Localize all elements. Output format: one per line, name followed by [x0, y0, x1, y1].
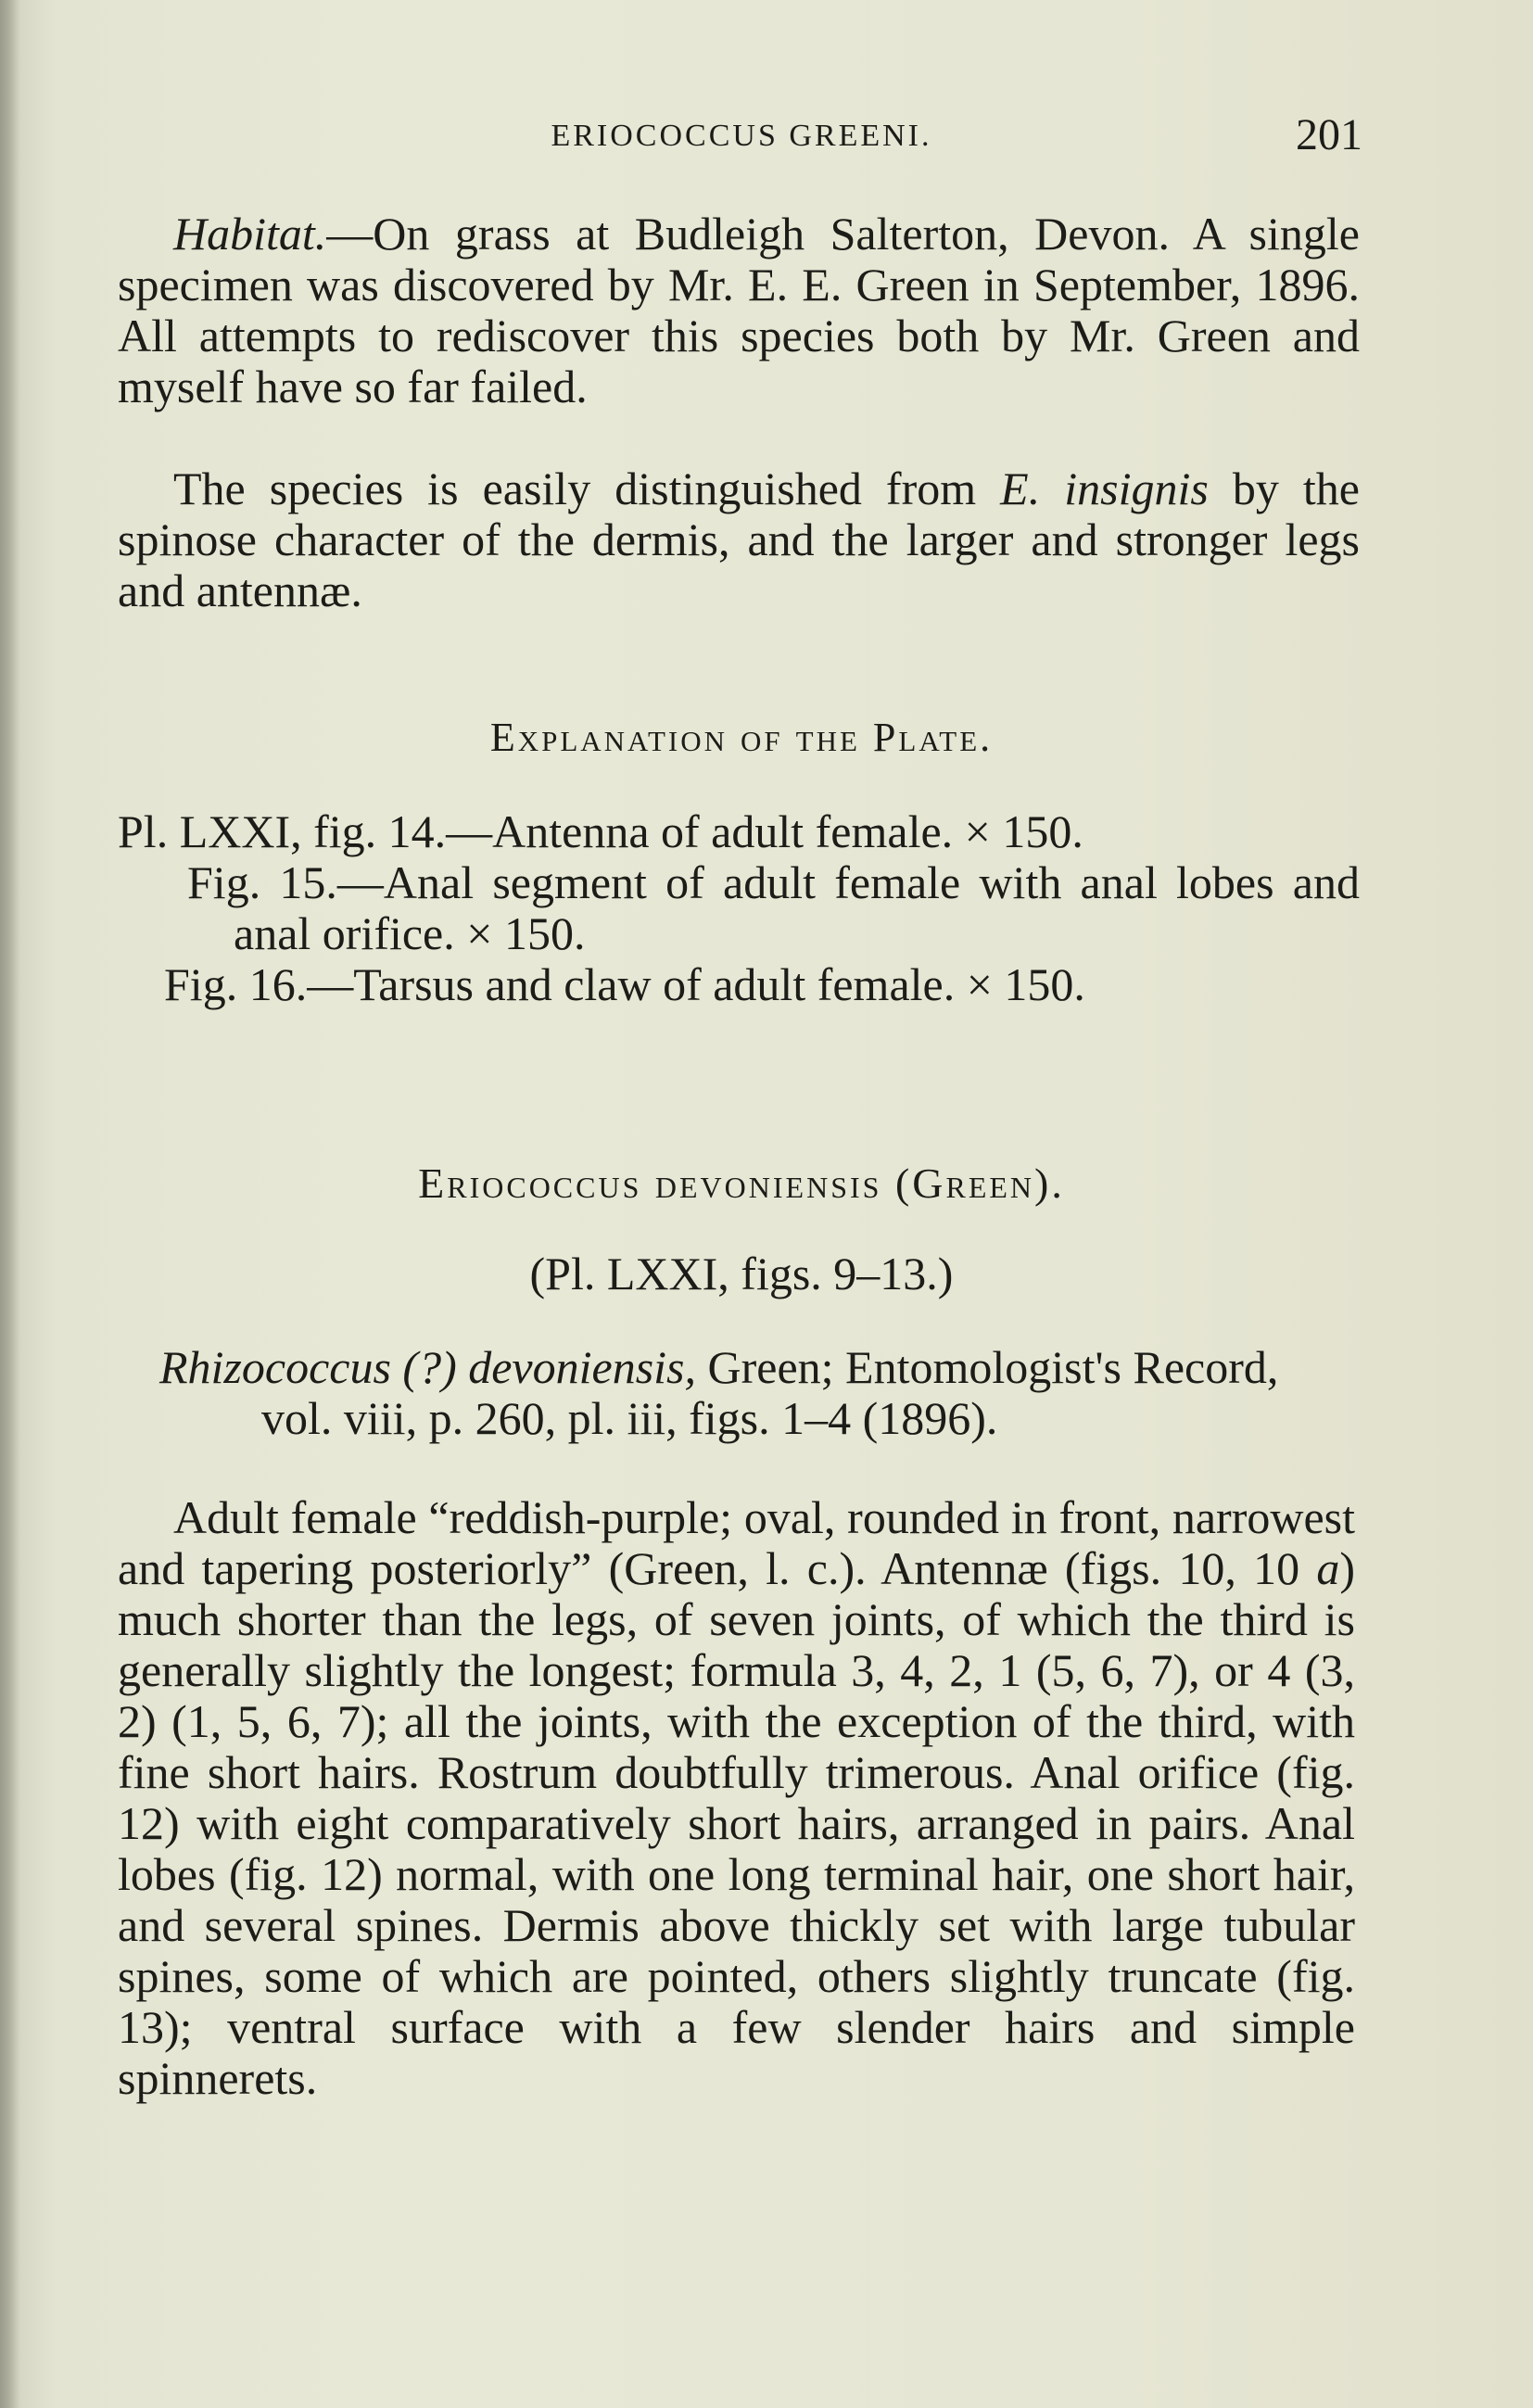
plate-explanation-heading: Explanation of the Plate.: [489, 715, 994, 760]
running-title: ERIOCOCCUS GREENI.: [551, 119, 932, 153]
habitat-text: —On grass at Budleigh Salterton, Devon. A single specimen was discovered by Mr. E. E. Green in September, 1896. All attempts to rediscover this species both by Mr. Green and myself have so far failed.: [118, 208, 1360, 412]
distinction-before: The species is easily distinguished from: [173, 463, 1001, 514]
description-text-1: Adult female “reddish-purple; oval, rounded in front, narrowest and tapering posteriorly” (Green, l. c.). Antennæ (figs. 10, 10: [118, 1491, 1355, 1594]
species-heading: Eriococcus devoniensis (Green).: [418, 1160, 1065, 1207]
running-head: [120, 109, 1362, 165]
plate-figure-14: Pl. LXXI, fig. 14.—Antenna of adult female. × 150.: [118, 805, 1083, 857]
synonym-reference: [159, 1342, 1360, 1444]
habitat-paragraph: [118, 209, 1360, 412]
description-paragraph: [118, 1492, 1355, 2104]
spine-shadow: [0, 0, 20, 2408]
page-number: 201: [1296, 110, 1362, 159]
description-italic-a: a: [1316, 1542, 1340, 1594]
description-text-2: ) much shorter than the legs, of seven joints, of which the third is generally slightly the longest; formula 3, 4, 2, 1 (5, 6, 7), or 4 (3, 2) (1, 5, 6, 7); all the joints, with the exception of the third, with fine short hairs. Rostrum doubtfully trimerous. Anal orifice (fig. 12) with eight comparatively short hairs, arranged in pairs. Anal lobes (fig. 12) normal, with one long terminal hair, one short hair, and several spines. Dermis above thickly set with large tubular spines, some of which are pointed, others slightly truncate (fig. 13); ventral surface with a few slender hairs and simple spinnerets.: [118, 1542, 1355, 2104]
species-plate-reference: (Pl. LXXI, figs. 9–13.): [529, 1248, 954, 1299]
synonym-citation: Green; Entomologist's Record, vol. viii, p. 260, pl. iii, figs. 1–4 (1896).: [261, 1341, 1279, 1444]
distinction-after: by the spinose character of the dermis, and the larger and stronger legs and antennæ.: [118, 463, 1360, 616]
plate-figure-15: Fig. 15.—Anal segment of adult female with anal lobes and anal orifice. × 150.: [187, 856, 1360, 959]
distinction-paragraph: [118, 463, 1360, 616]
synonym-name: Rhizococcus (?) devoniensis,: [159, 1341, 697, 1393]
species-name: E. insignis: [1000, 463, 1209, 514]
plate-figure-16: Fig. 16.—Tarsus and claw of adult female. × 150.: [164, 958, 1085, 1010]
habitat-label: Habitat.: [173, 208, 327, 260]
